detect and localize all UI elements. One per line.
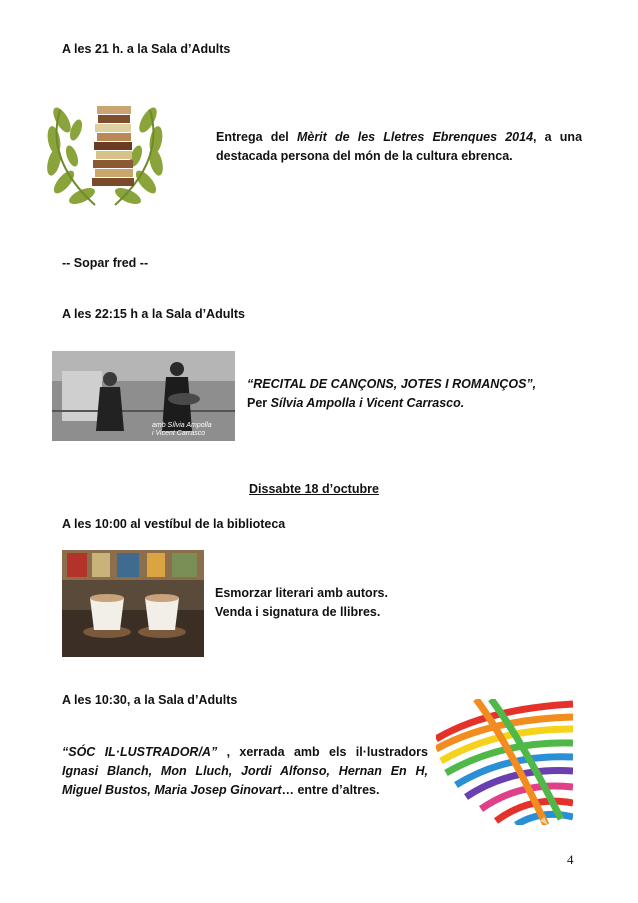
section3-text	[215, 584, 388, 622]
day-heading: Dissabte 18 d’octubre	[249, 482, 379, 496]
section3-line1: Esmorzar literari amb autors.	[215, 586, 388, 600]
section4-heading: A les 10:30, a la Sala d’Adults	[62, 693, 238, 707]
recital-photo	[52, 351, 235, 441]
talk-desc: , xerrada amb els il·lustradors	[217, 745, 428, 759]
illustrators-suffix: … entre d’altres.	[281, 783, 380, 797]
illustrators-line2: Miguel Bustos, Maria Josep Ginovart	[62, 783, 282, 797]
section1-line2: destacada persona del món de la cultura ebrenca.	[216, 149, 513, 163]
recital-performers	[247, 394, 464, 413]
page-number: 4	[567, 852, 574, 867]
recital-names: Sílvia Ampolla i Vicent Carrasco.	[270, 396, 465, 410]
section3-heading: A les 10:00 al vestíbul de la biblioteca	[62, 517, 286, 531]
coffee-photo	[62, 550, 204, 657]
section3-line2: Venda i signatura de llibres.	[215, 605, 381, 619]
section4-text	[62, 743, 428, 800]
colored-pencils-image	[436, 699, 573, 825]
dinner-note: -- Sopar fred --	[62, 256, 149, 270]
photo-caption-line2: i Vicent Carrasco	[152, 430, 206, 437]
recital-title: “RECITAL DE CANÇONS, JOTES I ROMANÇOS”,	[247, 377, 537, 391]
section1-line1-post: , a una	[533, 130, 583, 144]
section1-heading: A les 21 h. a la Sala d’Adults	[62, 42, 231, 56]
laurel-books-image	[40, 90, 170, 215]
photo-caption-line1: amb Sílvia Ampolla	[152, 422, 212, 429]
section1-line1-pre: Entrega del	[216, 130, 297, 144]
section2-heading: A les 22:15 h a la Sala d’Adults	[62, 307, 245, 321]
award-name: Mèrit de les Lletres Ebrenques 2014	[296, 130, 534, 144]
illustrators-line1: Ignasi Blanch, Mon Lluch, Jordi Alfonso, Hernan En H,	[62, 764, 428, 778]
talk-title: “SÓC IL·LUSTRADOR/A”	[62, 745, 218, 759]
recital-by-label: Per	[247, 396, 271, 410]
section1-text	[216, 128, 582, 166]
